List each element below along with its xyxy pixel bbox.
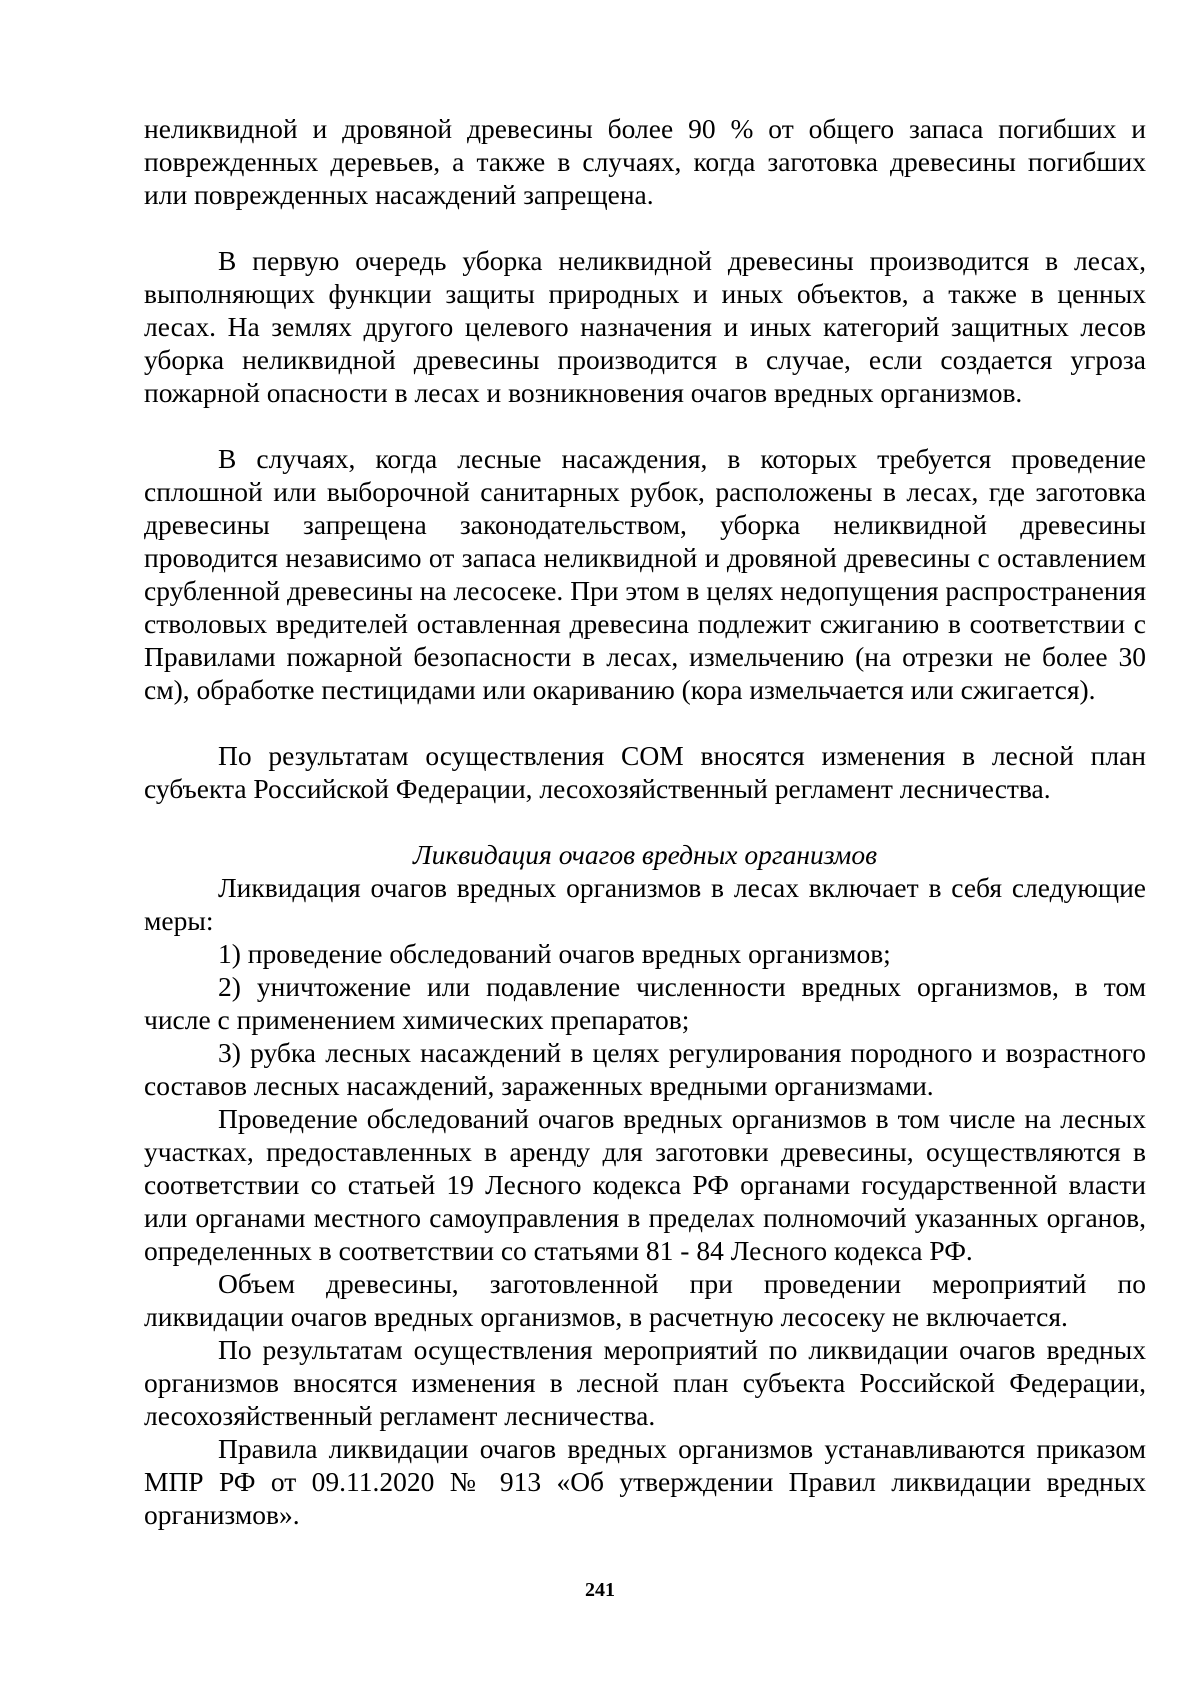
section-heading: Ликвидация очагов вредных организмов: [412, 839, 878, 870]
document-page: [144, 112, 1146, 1531]
paragraph: По результатам осуществления СОМ вносятся изменения в лесной план субъекта Российской Федерации, лесохозяйственный регламент лесничества.: [144, 740, 1146, 804]
paragraph-continuation: неликвидной и дровяной древесины более 90 % от общего запаса погибших и поврежденных деревьев, а также в случаях, когда заготовка древесины погибших или поврежденных насаждений запрещена.: [144, 113, 1146, 210]
paragraph: В первую очередь уборка неликвидной древесины производится в лесах, выполняющих функции защиты природных и иных объектов, а также в ценных лесах. На землях другого целевого назначения и иных категорий защитных лесов уборка неликвидной древесины производится в случае, если создается угроза пожарной опасности в лесах и возникновения очагов вредных организмов.: [144, 245, 1146, 408]
list-item: 3) рубка лесных насаждений в целях регулирования породного и возрастного составов лесных насаждений, зараженных вредными организмами.: [144, 1037, 1146, 1101]
paragraph: По результатам осуществления мероприятий по ликвидации очагов вредных организмов вносятся изменения в лесной план субъекта Российской Федерации, лесохозяйственный регламент лесничества.: [144, 1334, 1146, 1431]
page-number: 241: [585, 1579, 615, 1601]
paragraph: Правила ликвидации очагов вредных организмов устанавливаются приказом МПР РФ от 09.11.2020 № 913 «Об утверждении Правил ликвидации вредных организмов».: [144, 1433, 1146, 1530]
paragraph: Ликвидация очагов вредных организмов в лесах включает в себя следующие меры:: [144, 872, 1146, 936]
paragraph: Проведение обследований очагов вредных организмов в том числе на лесных участках, предоставленных в аренду для заготовки древесины, осуществляются в соответствии со статьей 19 Лесного кодекса РФ органами государственной власти или органами местного самоуправления в пределах полномочий указанных органов, определенных в соответствии со статьями 81 - 84 Лесного кодекса РФ.: [144, 1103, 1146, 1266]
list-item: 1) проведение обследований очагов вредных организмов;: [218, 938, 891, 969]
paragraph: Объем древесины, заготовленной при проведении мероприятий по ликвидации очагов вредных организмов, в расчетную лесосеку не включается.: [144, 1268, 1146, 1332]
list-item: 2) уничтожение или подавление численности вредных организмов, в том числе с применением химических препаратов;: [144, 971, 1146, 1035]
paragraph: В случаях, когда лесные насаждения, в которых требуется проведение сплошной или выборочной санитарных рубок, расположены в лесах, где заготовка древесины запрещена законодательством, уборка неликвидной древесины проводится независимо от запаса неликвидной и дровяной древесины с оставлением срубленной древесины на лесосеке. При этом в целях недопущения распространения стволовых вредителей оставленная древесина подлежит сжиганию в соответствии с Правилами пожарной безопасности в лесах, измельчению (на отрезки не более 30 см), обработке пестицидами или окариванию (кора измельчается или сжигается).: [144, 443, 1146, 705]
